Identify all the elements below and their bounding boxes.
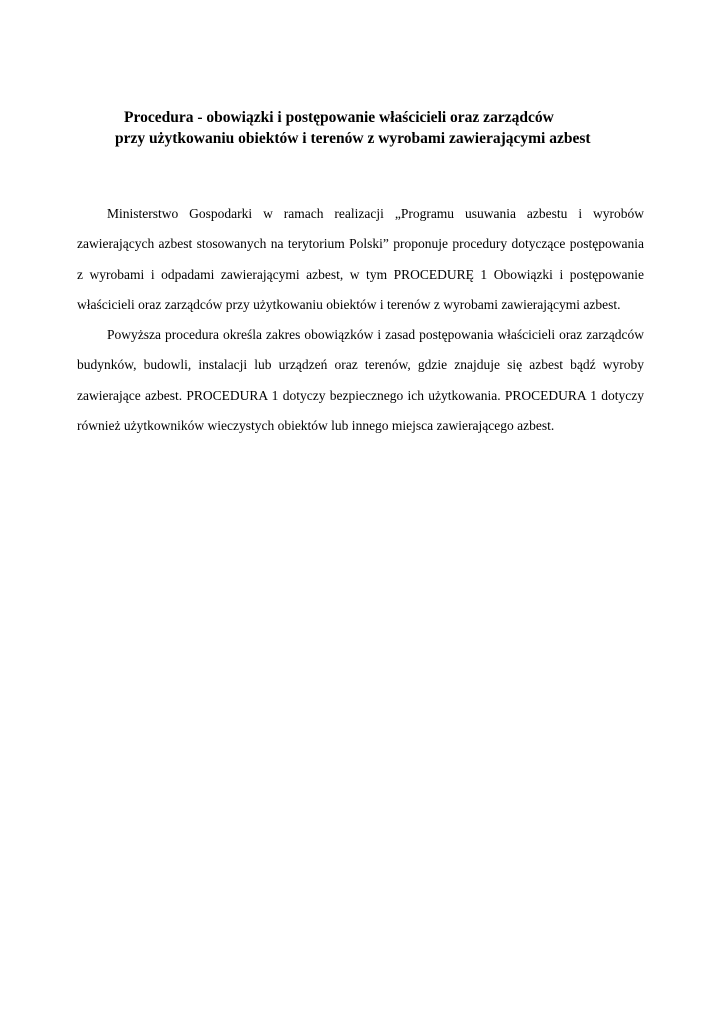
- document-title: [60, 107, 664, 149]
- paragraph-1: Ministerstwo Gospodarki w ramach realizacji „Programu usuwania azbestu i wyrobów zawierających azbest stosowanych na terytorium Polski” proponuje procedury dotyczące postępowania z wyrobami i odpadami zawierającymi azbest, w tym PROCEDURĘ 1 Obowiązki i postępowanie właścicieli oraz zarządców przy użytkowaniu obiektów i terenów z wyrobami zawierającymi azbest.: [77, 206, 644, 312]
- paragraph-2: Powyższa procedura określa zakres obowiązków i zasad postępowania właścicieli oraz zarządców budynków, budowli, instalacji lub urządzeń oraz terenów, gdzie znajduje się azbest bądź wyroby zawierające azbest. PROCEDURA 1 dotyczy bezpiecznego ich użytkowania. PROCEDURA 1 dotyczy również użytkowników wieczystych obiektów lub innego miejsca zawierającego azbest.: [77, 327, 644, 434]
- title-line-2: przy użytkowaniu obiektów i terenów z wyrobami zawierającymi azbest: [115, 130, 591, 147]
- document-body: [77, 199, 644, 441]
- title-line-1: Procedura - obowiązki i postępowanie właścicieli oraz zarządców: [124, 109, 554, 126]
